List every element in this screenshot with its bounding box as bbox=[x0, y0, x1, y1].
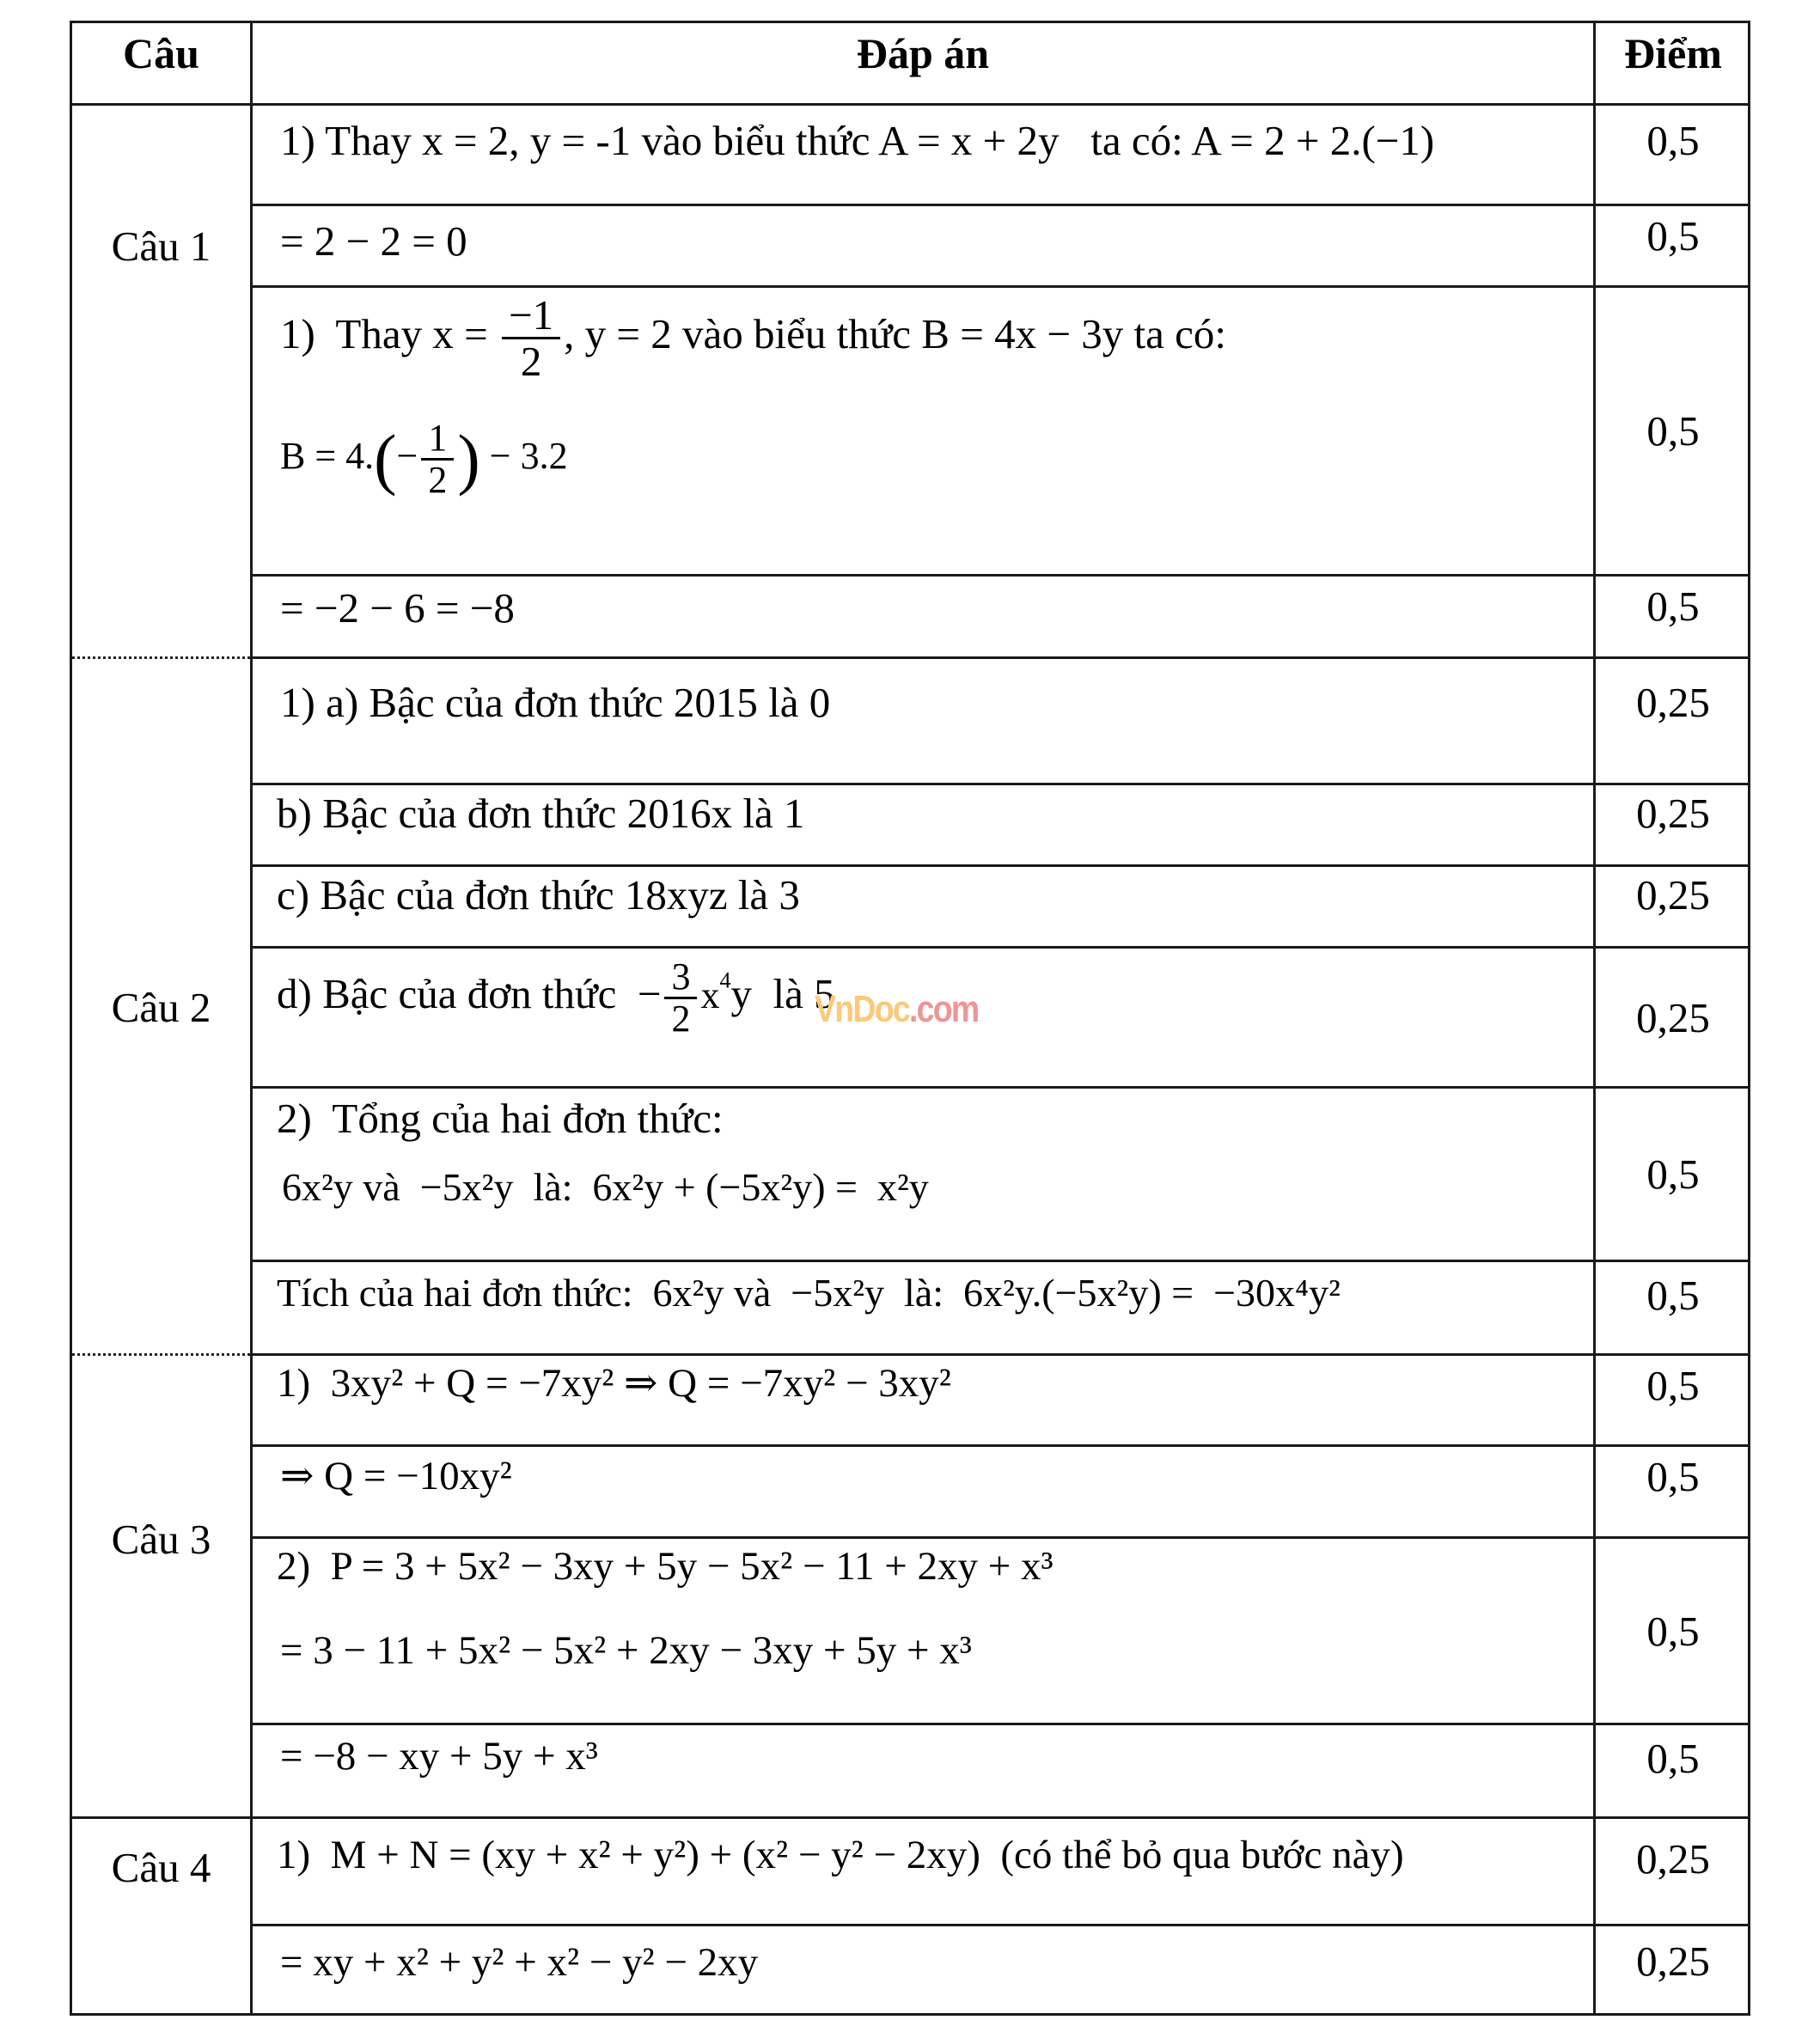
answer-text: = 3 − 11 + 5x² − 5x² + 2xy − 3xy + 5y + x³ bbox=[280, 1628, 972, 1674]
watermark-text: VnDoc bbox=[815, 988, 909, 1030]
points-cell: 0,5 bbox=[1646, 407, 1700, 455]
numerator: −1 bbox=[502, 293, 560, 339]
answer-text: 2) P = 3 + 5x² − 3xy + 5y − 5x² − 11 + 2xy + x³ bbox=[277, 1544, 1054, 1589]
answer-row bbox=[253, 1819, 1593, 1924]
answer-row bbox=[253, 1725, 1593, 1816]
denominator: 2 bbox=[428, 459, 448, 502]
answer-row bbox=[253, 288, 1593, 574]
points-cell: 0,25 bbox=[1636, 1835, 1710, 1883]
question-label-4: Câu 4 bbox=[111, 1844, 211, 1891]
points-cell: 0,5 bbox=[1646, 1150, 1700, 1198]
answer-text: ⇒ Q = −10xy² bbox=[280, 1454, 512, 1498]
fraction bbox=[421, 418, 454, 500]
points-cell: 0,5 bbox=[1646, 1272, 1700, 1319]
answer-row bbox=[253, 577, 1593, 656]
points-cell: 0,25 bbox=[1636, 871, 1710, 918]
answer-line bbox=[280, 418, 568, 500]
exponent: 4 bbox=[719, 967, 731, 993]
answer-row bbox=[253, 206, 1593, 285]
answer-text: x bbox=[700, 973, 720, 1016]
answer-text: 1) a) Bậc của đơn thức 2015 là 0 bbox=[280, 679, 831, 726]
question-label-1: Câu 1 bbox=[111, 223, 211, 270]
answer-row bbox=[253, 1926, 1593, 2016]
answer-text: = −2 − 6 = −8 bbox=[280, 584, 515, 632]
answer-row bbox=[253, 1539, 1593, 1723]
points-cell: 0,25 bbox=[1636, 790, 1710, 837]
points-cell: 0,5 bbox=[1646, 1362, 1700, 1409]
answer-row bbox=[253, 1447, 1593, 1536]
numerator: 3 bbox=[664, 957, 697, 999]
points-cell: 0,5 bbox=[1646, 583, 1700, 630]
answer-text: 1) 3xy² + Q = −7xy² ⇒ Q = −7xy² − 3xy² bbox=[277, 1361, 951, 1406]
points-cell: 0,5 bbox=[1646, 117, 1700, 164]
points-cell: 0,5 bbox=[1646, 212, 1700, 259]
answer-text: 1) Thay x = bbox=[280, 310, 498, 358]
watermark-domain: .com bbox=[908, 988, 979, 1030]
numerator: 1 bbox=[421, 418, 454, 461]
answer-row bbox=[253, 867, 1593, 946]
answer-text: − 3.2 bbox=[479, 434, 568, 477]
fraction bbox=[502, 293, 560, 384]
answer-row bbox=[253, 659, 1593, 783]
answer-row bbox=[253, 106, 1593, 204]
watermark-logo bbox=[815, 988, 978, 1031]
answer-text: = −8 − xy + 5y + x³ bbox=[280, 1734, 598, 1779]
answer-text: = xy + x² + y² + x² − y² − 2xy bbox=[280, 1940, 759, 1985]
answer-text: 1) Thay x = 2, y = -1 vào biểu thức A = x + 2y ta có: A = 2 + 2.(−1) bbox=[280, 117, 1435, 164]
header-points: Điểm bbox=[1624, 29, 1722, 77]
denominator: 2 bbox=[520, 338, 542, 386]
answer-text: 1) M + N = (xy + x² + y²) + (x² − y² − 2xy) (có thể bỏ qua bước này) bbox=[277, 1833, 1404, 1877]
points-cell: 0,25 bbox=[1636, 1938, 1710, 1985]
answer-text: b) Bậc của đơn thức 2016x là 1 bbox=[277, 790, 805, 837]
right-paren: ) bbox=[457, 421, 480, 497]
answer-row bbox=[253, 1356, 1593, 1444]
denominator: 2 bbox=[671, 998, 691, 1040]
answer-text: = 2 − 2 = 0 bbox=[280, 217, 467, 265]
question-label-3: Câu 3 bbox=[111, 1516, 211, 1563]
answer-row bbox=[253, 1262, 1593, 1353]
answer-row bbox=[253, 785, 1593, 864]
answer-text: 2) Tổng của hai đơn thức: bbox=[277, 1095, 724, 1142]
answer-text: c) Bậc của đơn thức 18xyz là 3 bbox=[277, 871, 800, 918]
points-cell: 0,5 bbox=[1646, 1607, 1700, 1655]
answer-text: , y = 2 vào biểu thức B = 4x − 3y ta có: bbox=[564, 310, 1226, 358]
minus-sign: − bbox=[396, 434, 418, 477]
header-answer: Đáp án bbox=[856, 29, 990, 77]
answer-text: B = 4. bbox=[280, 434, 375, 477]
answer-text: d) Bậc của đơn thức − bbox=[277, 969, 662, 1017]
fraction bbox=[664, 957, 697, 1039]
answer-text: 6x²y và −5x²y là: 6x²y + (−5x²y) = x²y bbox=[282, 1164, 929, 1209]
answer-text: Tích của hai đơn thức: 6x²y và −5x²y là: 6x²y.(−5x²y) = −30x⁴y² bbox=[277, 1271, 1341, 1315]
left-paren: ( bbox=[374, 421, 397, 497]
header-question: Câu bbox=[123, 29, 199, 77]
answer-text: y là 5 bbox=[730, 969, 835, 1017]
question-label-2: Câu 2 bbox=[111, 984, 211, 1031]
answer-row bbox=[253, 1089, 1593, 1260]
points-cell: 0,5 bbox=[1646, 1735, 1700, 1782]
points-cell: 0,25 bbox=[1636, 679, 1710, 726]
answer-line bbox=[280, 293, 1226, 384]
answer-line bbox=[277, 957, 835, 1039]
points-cell: 0,5 bbox=[1646, 1453, 1700, 1500]
points-cell: 0,25 bbox=[1636, 993, 1710, 1041]
